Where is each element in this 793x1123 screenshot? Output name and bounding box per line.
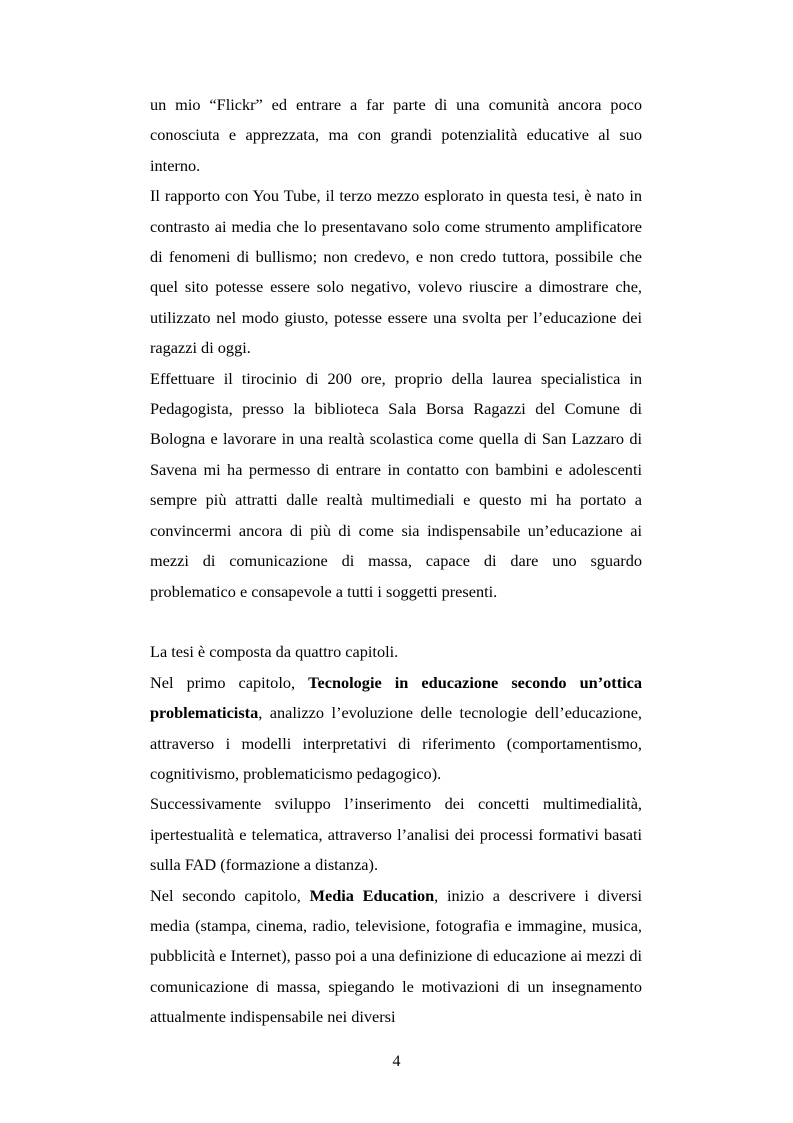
paragraph-multimedia-concepts: Successivamente sviluppo l’inserimento dei concetti multimedialità, ipertestualità e telematica, attraverso l’analisi dei processi formativi basati sulla FAD (formazione a distanza). [150,794,642,875]
paragraph-flickr-community: un mio “Flickr” ed entrare a far parte di una comunità ancora poco conosciuta e apprezzata, ma con grandi potenzialità educative al suo interno. [150,95,642,175]
paragraph-first-chapter [150,668,642,790]
paragraph-internship: Effettuare il tirocinio di 200 ore, proprio della laurea specialistica in Pedagogista, presso la biblioteca Sala Borsa Ragazzi del Comune di Bologna e lavorare in una realtà scolastica come quella di San Lazzaro di Savena mi ha permesso di entrare in contatto con bambini e adolescenti sempre più attratti dalle realtà multimediali e questo mi ha portato a convincermi ancora di più di come sia indispensabile un’educazione ai mezzi di comunicazione di massa, capace di dare uno sguardo problematico e consapevole a tutti i soggetti presenti. [150,368,642,601]
second-chapter-lead: Nel secondo capitolo, [150,885,310,905]
first-chapter-description: , analizzo l’evoluzione delle tecnologie dell’educazione, attraverso i modelli interpretativi di riferimento (comportamentismo, cognitivismo, problematicismo pedagogico). [150,703,642,783]
second-chapter-title: Media Education [309,885,435,905]
paragraph-second-chapter [150,881,642,1033]
first-chapter-lead: Nel primo capitolo, [150,672,309,692]
page-number: 4 [392,1053,401,1070]
paragraph-thesis-structure: La tesi è composta da quattro capitoli. [150,642,399,662]
second-chapter-description: , inizio a descrivere i diversi media (stampa, cinema, radio, televisione, fotografia e immagine, musica, pubblicità e Internet), passo poi a una definizione di educazione ai mezzi di comunicazione di massa, spiegando le motivazioni di un insegnamento attualmente indispensabile nei diversi [150,885,643,1027]
first-chapter-title: Tecnologie in educazione secondo un’ottica problematicista [150,672,643,723]
document-body [150,90,642,1033]
paragraph-youtube-relationship: Il rapporto con You Tube, il terzo mezzo esplorato in questa tesi, è nato in contrasto ai media che lo presentavano solo come strumento amplificatore di fenomeni di bullismo; non credevo, e non credo tuttora, possibile che quel sito potesse essere solo negativo, volevo riuscire a dimostrare che, utilizzato nel modo giusto, potesse essere una svolta per l’educazione dei ragazzi di oggi. [150,186,642,358]
